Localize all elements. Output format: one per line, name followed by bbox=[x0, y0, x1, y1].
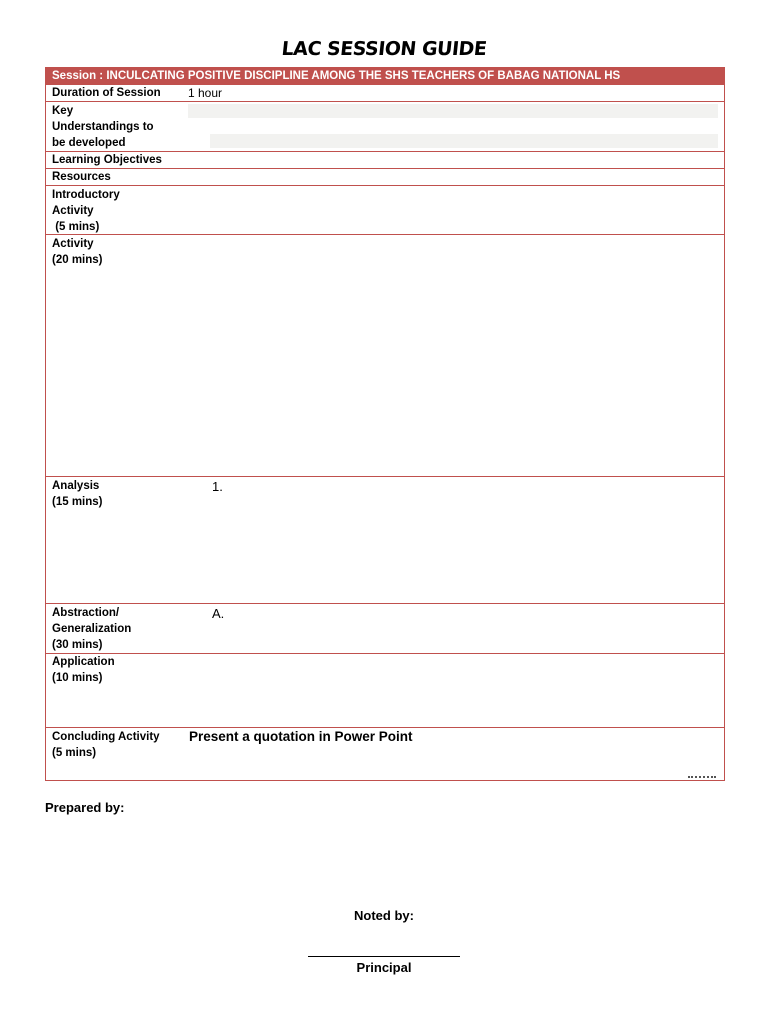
row-label-line: Application bbox=[52, 656, 115, 668]
row-label-line: (20 mins) bbox=[52, 254, 103, 266]
row-label-line: (30 mins) bbox=[52, 639, 103, 651]
input-shade[interactable] bbox=[188, 104, 718, 118]
row-label bbox=[52, 169, 182, 185]
row-analysis bbox=[46, 476, 724, 603]
row-label-line: Abstraction/ bbox=[52, 607, 120, 619]
row-label-line: Activity bbox=[52, 238, 94, 250]
session-guide-form bbox=[45, 67, 725, 781]
row-duration bbox=[46, 84, 724, 101]
row-label bbox=[52, 187, 182, 235]
concluding-activity-text: Present a quotation in Power Point bbox=[189, 729, 413, 744]
row-label-line: Duration of Session bbox=[52, 87, 161, 99]
row-learning-objectives bbox=[46, 151, 724, 168]
row-application bbox=[46, 653, 724, 727]
row-label-line: (10 mins) bbox=[52, 672, 103, 684]
row-label-line: (5 mins) bbox=[52, 221, 100, 233]
row-label-line: (15 mins) bbox=[52, 496, 103, 508]
decorative-mark bbox=[688, 773, 716, 778]
row-label-line: Activity bbox=[52, 205, 94, 217]
row-key-understandings bbox=[46, 101, 724, 151]
row-resources bbox=[46, 168, 724, 185]
analysis-item-number: 1. bbox=[212, 479, 223, 494]
row-label-line: (5 mins) bbox=[52, 747, 97, 759]
row-label-line: Generalization bbox=[52, 623, 132, 635]
principal-label: Principal bbox=[356, 960, 412, 975]
prepared-by-label: Prepared by: bbox=[45, 800, 125, 815]
row-label-line: Learning Objectives bbox=[52, 154, 162, 166]
row-label bbox=[52, 605, 182, 653]
session-header: Session : INCULCATING POSITIVE DISCIPLINE AMONG THE SHS TEACHERS OF BABAG NATIONAL HS bbox=[46, 68, 724, 85]
row-value: 1 hour bbox=[188, 86, 223, 100]
signature-line bbox=[308, 956, 460, 957]
row-introductory-activity bbox=[46, 185, 724, 234]
row-concluding-activity bbox=[46, 727, 724, 781]
row-label-line: Concluding Activity bbox=[52, 731, 160, 743]
row-label bbox=[52, 85, 182, 101]
noted-by-label: Noted by: bbox=[354, 908, 414, 923]
row-label-line: Analysis bbox=[52, 480, 100, 492]
row-label bbox=[52, 729, 187, 761]
abstraction-item-letter: A. bbox=[212, 606, 225, 621]
row-label-line: Introductory bbox=[52, 189, 120, 201]
input-shade[interactable] bbox=[210, 134, 718, 148]
row-label bbox=[52, 152, 182, 168]
row-label bbox=[52, 478, 182, 510]
row-label bbox=[52, 654, 182, 686]
row-label bbox=[52, 236, 182, 268]
document-title: LAC SESSION GUIDE bbox=[280, 38, 488, 60]
row-activity bbox=[46, 234, 724, 476]
row-label bbox=[52, 103, 182, 151]
row-label-line: be developed bbox=[52, 137, 126, 149]
row-label-line: Key bbox=[52, 105, 74, 117]
row-label-line: Understandings to bbox=[52, 121, 154, 133]
row-abstraction-generalization bbox=[46, 603, 724, 653]
row-label-line: Resources bbox=[52, 171, 111, 183]
